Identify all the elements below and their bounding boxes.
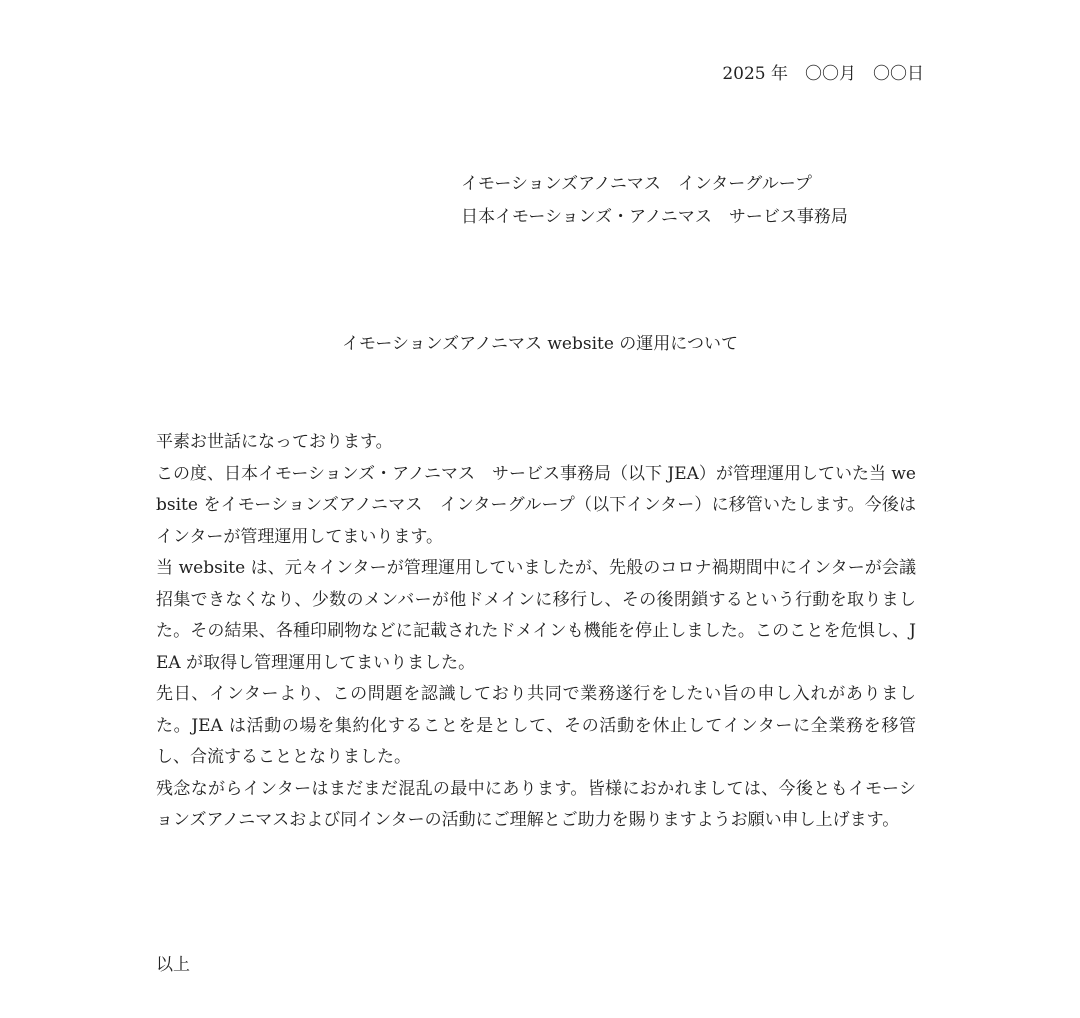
body-paragraph-merger: 先日、インターより、この問題を認識しており共同で業務遂行をしたい旨の申し入れがありました。JEA は活動の場を集約化することを是として、その活動を休止してインターに全業務を移管し、合流することとなりました。 bbox=[156, 684, 916, 767]
sender-organization: イモーションズアノニマス インターグループ bbox=[461, 174, 812, 194]
body-paragraph-greeting: 平素お世話になっております。 bbox=[156, 432, 393, 452]
letter-date: 2025 年 〇〇月 〇〇日 bbox=[722, 64, 924, 84]
letter-title: イモーションズアノニマス website の運用について bbox=[342, 334, 738, 354]
letter-closing: 以上 bbox=[156, 955, 190, 975]
sender-office: 日本イモーションズ・アノニマス サービス事務局 bbox=[461, 207, 848, 227]
body-paragraph-transfer: この度、日本イモーションズ・アノニマス サービス事務局（以下 JEA）が管理運用していた当 website をイモーションズアノニマス インターグループ（以下インター）に移管いたします。今後はインターが管理運用してまいります。 bbox=[156, 463, 916, 547]
body-paragraph-request: 残念ながらインターはまだまだ混乱の最中にあります。皆様におかれましては、今後ともイモーションズアノニマスおよび同インターの活動にご理解とご助力を賜りますようお願い申し上げます。 bbox=[156, 778, 916, 830]
sender-block bbox=[461, 168, 848, 234]
body-paragraph-history: 当 website は、元々インターが管理運用していましたが、先般のコロナ禍期間中にインターが会議招集できなくなり、少数のメンバーが他ドメインに移行し、その後閉鎖するという行動を取りました。その結果、各種印刷物などに記載されたドメインも機能を停止しました。このことを危惧し、JEA が取得し管理運用してまいりました。 bbox=[156, 558, 916, 673]
letter-body bbox=[156, 427, 916, 837]
